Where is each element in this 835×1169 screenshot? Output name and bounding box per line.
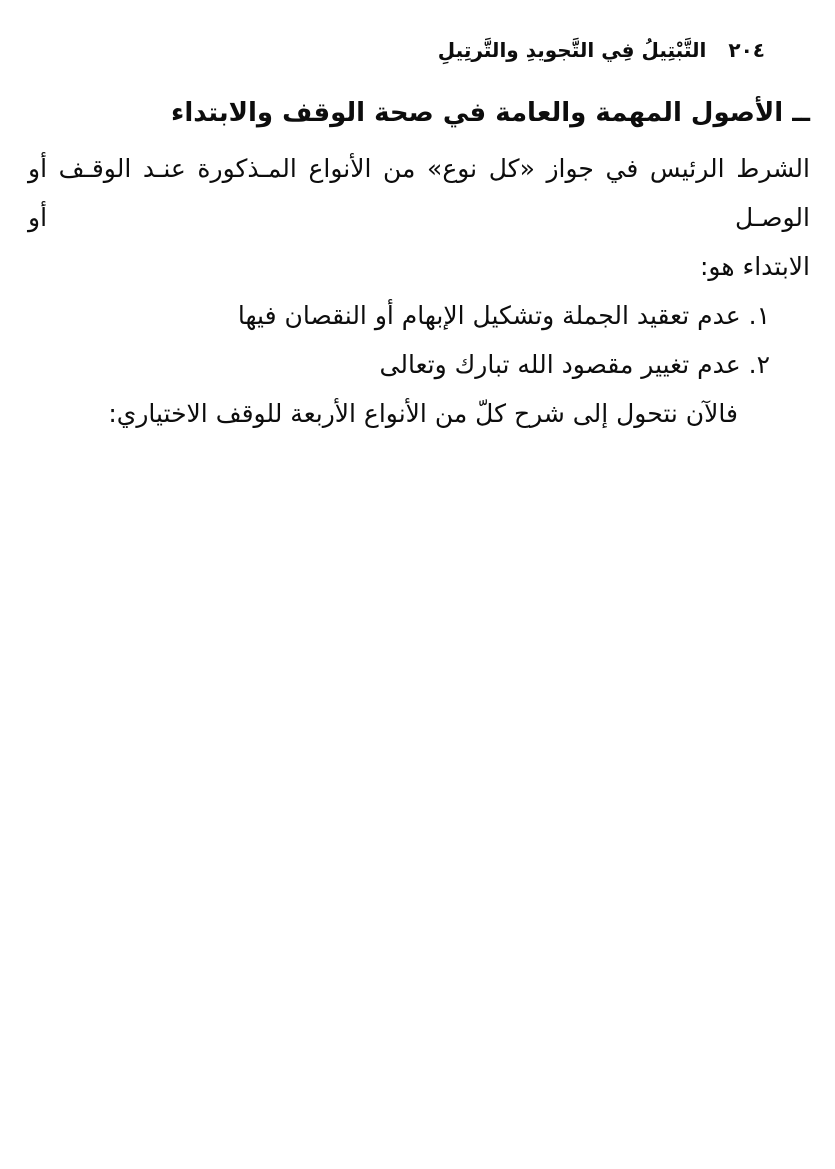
section-heading: ــ الأصول المهمة والعامة في صحة الوقف والابتداء: [171, 98, 810, 128]
paragraph-line-2: الابتداء هو:: [700, 252, 810, 281]
list-item-1: ١. عدم تعقيد الجملة وتشكيل الإبهام أو النقصان فيها: [237, 301, 770, 330]
paragraph-line-1: الشرط الرئيس في جواز «كل نوع» من الأنواع المـذكورة عنـد الوقـف أو الوصـل أو: [28, 154, 810, 232]
book-title: التَّبْتِيلُ فِي التَّجويدِ والتَّرتِيلِ: [437, 38, 707, 62]
page-header: [0, 0, 835, 64]
list-item-2: ٢. عدم تغيير مقصود الله تبارك وتعالى: [379, 350, 770, 379]
page-number: ٢٠٤: [728, 38, 765, 62]
closing-line: فالآن نتحول إلى شرح كلّ من الأنواع الأربعة للوقف الاختياري:: [108, 399, 738, 428]
